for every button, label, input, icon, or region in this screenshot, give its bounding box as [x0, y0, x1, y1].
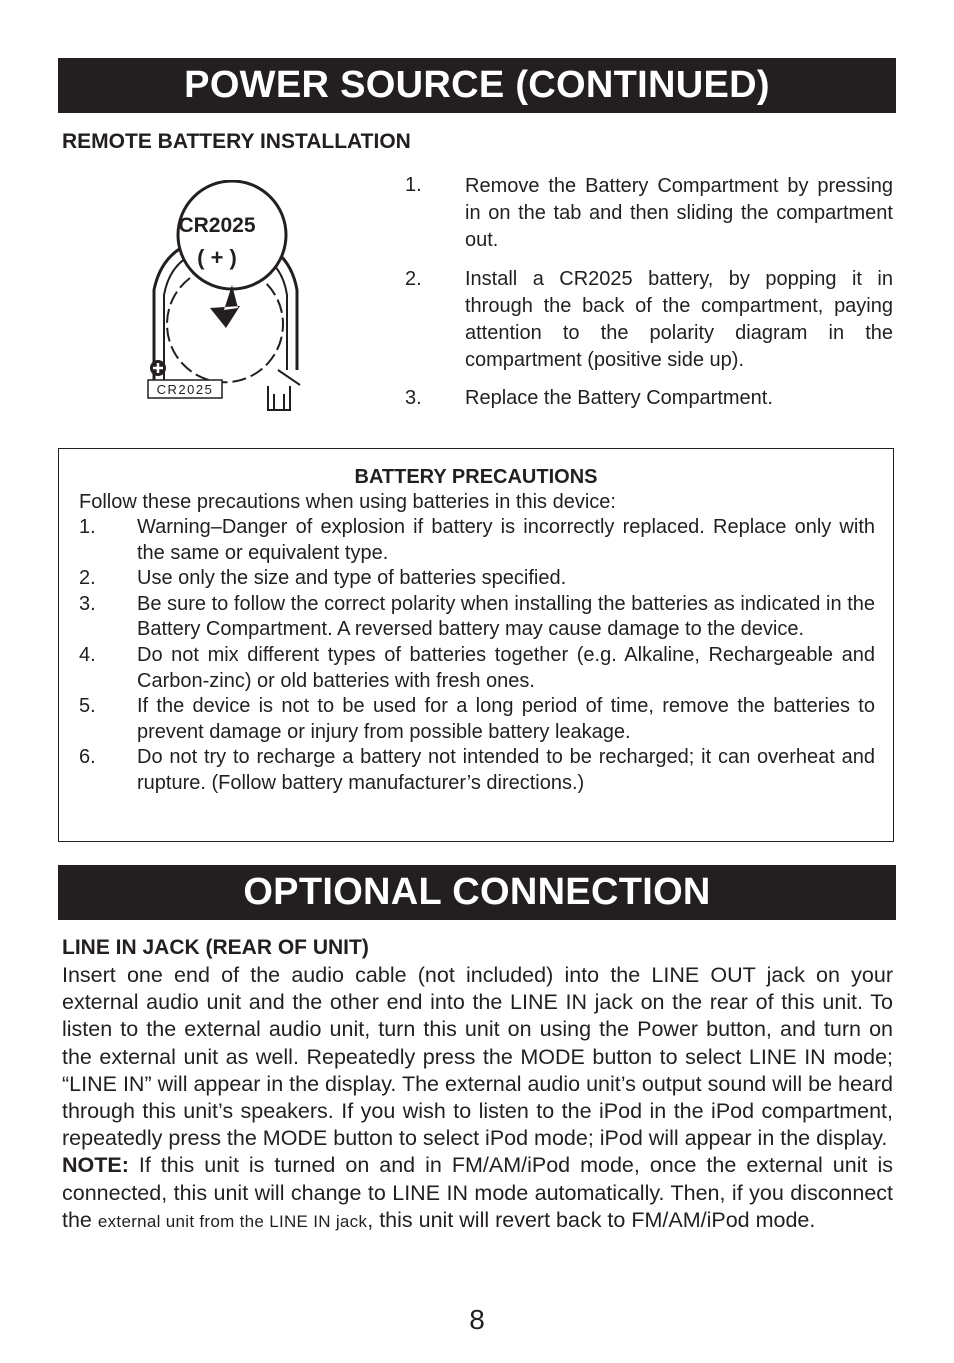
precaution-number: 4. [79, 643, 96, 666]
install-step [405, 266, 893, 376]
precautions-list [79, 515, 875, 797]
precaution-item [79, 566, 875, 592]
precautions-intro: Follow these precautions when using batteries in this device: [79, 491, 616, 513]
line-in-paragraph: Insert one end of the audio cable (not included) into the LINE OUT jack on your external audio unit and the other end into the LINE IN jack on the rear of this unit. To listen to the external audio unit, turn this unit on using the Power button, and turn on the external unit as well. Repeatedly press the MODE button to select LINE IN mode; “LINE IN” will appear in the display. The external audio unit’s output sound will be heard through this unit’s speakers. If you wish to listen to the iPod in the iPod compartment, repeatedly press the MODE button to select iPod mode; iPod will appear in the display. [62, 963, 893, 1151]
precaution-text: Do not mix different types of batteries together (e.g. Alkaline, Rechargeable and Carbon-zinc) or old batteries with fresh ones. [137, 643, 875, 692]
optional-connection-banner: OPTIONAL CONNECTION [58, 865, 896, 920]
precaution-number: 5. [79, 695, 96, 718]
install-step [405, 173, 893, 255]
power-source-banner: POWER SOURCE (CONTINUED) [58, 58, 896, 113]
precaution-number: 1. [79, 516, 96, 538]
step-text: Replace the Battery Compartment. [465, 387, 773, 409]
compartment-label: CR2025 [156, 382, 214, 397]
precaution-number: 2. [79, 567, 96, 590]
note-label: NOTE: [62, 1153, 129, 1178]
battery-precautions-box [58, 448, 894, 842]
precaution-text: Be sure to follow the correct polarity when installing the batteries as indicated in the Battery Compartment. A reversed battery may cause damage to the device. [137, 592, 875, 641]
insert-arrow-icon [210, 285, 240, 328]
precaution-text: If the device is not to be used for a long period of time, remove the batteries to prevent damage or injury from possible battery leakage. [137, 695, 875, 743]
page-number: 8 [469, 1304, 485, 1335]
precaution-item [79, 515, 875, 566]
precaution-item [79, 745, 875, 796]
battery-compartment-diagram [140, 180, 310, 425]
step-text: Install a CR2025 battery, by popping it in through the back of the compartment, paying attention to the polarity diagram in the compartment (positive side up). [465, 268, 893, 371]
precaution-item [79, 643, 875, 694]
line-in-instructions [62, 962, 893, 1235]
precautions-title: BATTERY PRECAUTIONS [354, 466, 598, 488]
install-step [405, 385, 893, 415]
remote-battery-installation-heading: REMOTE BATTERY INSTALLATION [62, 130, 411, 153]
precaution-item [79, 592, 875, 643]
precaution-text: Do not try to recharge a battery not intended to be recharged; it can overheat and rupture. (Follow battery manufacturer’s directions.) [137, 746, 875, 794]
precaution-item [79, 694, 875, 745]
step-number: 3. [405, 387, 422, 409]
note-text-part1: If this unit is turned on and in FM/AM/iPod mode, once the external unit is connected, this unit will change to LINE IN mode automatically. Then, if you disconnect the [62, 1153, 893, 1232]
precaution-number: 6. [79, 746, 96, 769]
step-text: Remove the Battery Compartment by pressing in on the tab and then sliding the compartment out. [465, 175, 893, 251]
precaution-text: Use only the size and type of batteries specified. [137, 567, 567, 590]
line-in-jack-heading: LINE IN JACK (REAR OF UNIT) [62, 936, 369, 959]
precaution-text: Warning–Danger of explosion if battery is incorrectly replaced. Replace only with the same or equivalent type. [137, 516, 875, 564]
precaution-number: 3. [79, 592, 96, 615]
note-text-part3: , this unit will revert back to FM/AM/iPod mode. [367, 1207, 816, 1232]
step-number: 2. [405, 268, 422, 290]
step-number: 1. [405, 174, 422, 196]
battery-polarity-label: ( + ) [197, 245, 237, 270]
battery-type-label: CR2025 [178, 214, 256, 237]
note-paragraph [62, 1152, 893, 1235]
note-text-part2: external unit from the LINE IN jack [97, 1211, 368, 1231]
